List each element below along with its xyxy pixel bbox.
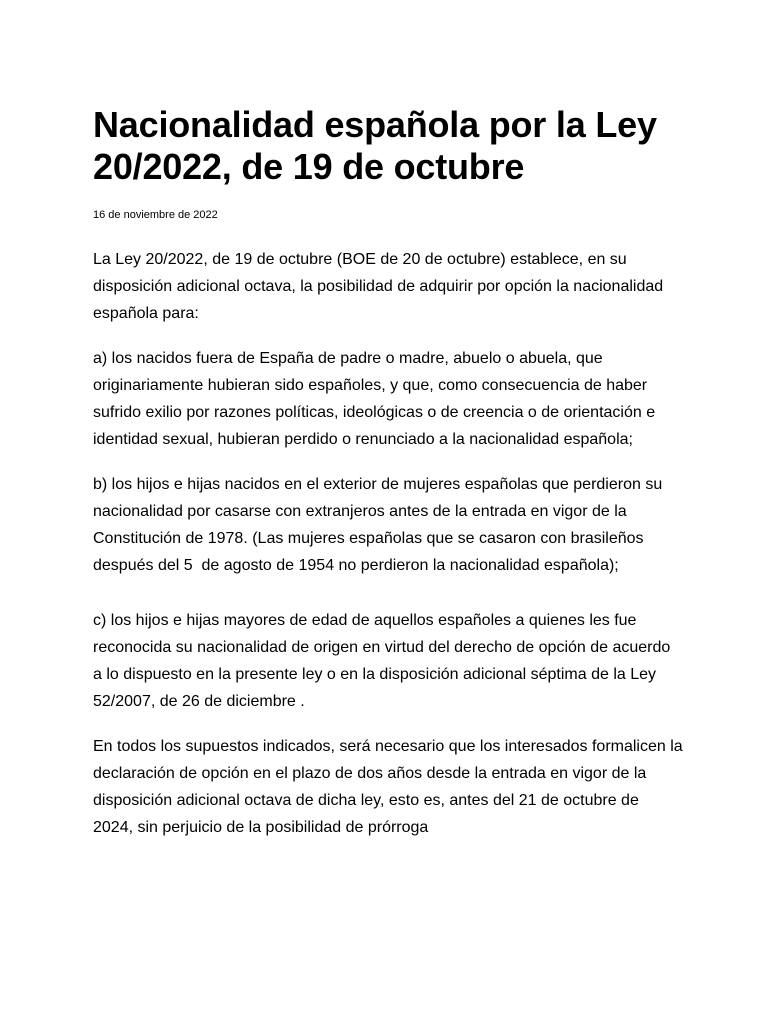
paragraph-c: c) los hijos e hijas mayores de edad de aquellos españoles a quienes les fue reconocida su nacionalidad de origen en virtud del derecho de opción de acuerdo a lo dispuesto en la presente ley o en la disposición adicional séptima de la Ley 52/2007, de 26 de diciembre .: [93, 612, 675, 710]
document-title: Nacionalidad española por la Ley 20/2022, de 19 de octubre: [93, 104, 657, 187]
paragraph-a: a) los nacidos fuera de España de padre o madre, abuelo o abuela, que originariamente hubieran sido españoles, y que, como consecuencia de haber sufrido exilio por razones políticas, ideológicas o de creencia o de orientación e identidad sexual, hubieran perdido o renunciado a la nacionalidad española;: [93, 350, 660, 448]
publication-date: 16 de noviembre de 2022: [93, 209, 218, 221]
paragraph-b: b) los hijos e hijas nacidos en el exterior de mujeres españolas que perdieron su nacionalidad por casarse con extranjeros antes de la entrada en vigor de la Constitución de 1978. (Las mujeres españolas que se casaron con brasileños después del 5 de agosto de 1954 no perdieron la nacionalidad española);: [93, 476, 667, 574]
paragraph-conclusion: En todos los supuestos indicados, será necesario que los interesados formalicen la declaración de opción en el plazo de dos años desde la entrada en vigor de la disposición adicional octava de dicha ley, esto es, antes del 21 de octubre de 2024, sin perjuicio de la posibilidad de prórroga: [93, 738, 688, 836]
document-page: [93, 104, 688, 859]
paragraph-intro: La Ley 20/2022, de 19 de octubre (BOE de 20 de octubre) establece, en su disposición adicional octava, la posibilidad de adquirir por opción la nacionalidad española para:: [93, 251, 668, 322]
